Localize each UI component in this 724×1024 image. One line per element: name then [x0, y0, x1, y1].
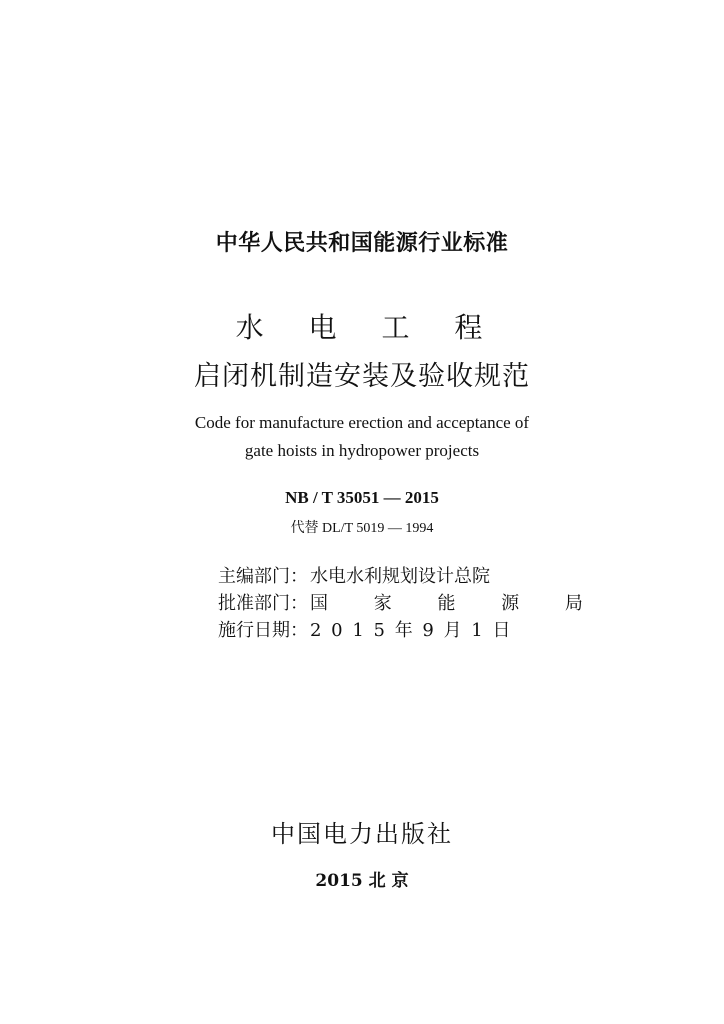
- standard-code: NB / T 35051 — 2015: [285, 488, 439, 507]
- english-title-line-2: gate hoists in hydropower projects: [244, 441, 480, 460]
- publication-year-place: 2015 北 京: [315, 871, 409, 891]
- editor-value: 水电水利规划设计总院: [310, 566, 490, 587]
- info-row-approver: [218, 589, 603, 615]
- editor-label: 主编部门：: [218, 566, 308, 587]
- info-row-editor: [218, 562, 490, 588]
- approver-value: 国 家 能 源 局: [310, 593, 603, 614]
- replaces-standard: 代替 DL/T 5019 — 1994: [290, 521, 434, 536]
- english-title-line-1: Code for manufacture erection and acceptance of: [194, 413, 530, 432]
- info-row-effective-date: [218, 616, 513, 642]
- approver-label: 批准部门：: [218, 593, 308, 614]
- industry-standard-header: 中华人民共和国能源行业标准: [215, 231, 509, 256]
- title-line-2: 启闭机制造安装及验收规范: [194, 361, 530, 392]
- effective-date-value: 2 0 1 5 年 9 月 1 日: [310, 620, 513, 641]
- effective-date-label: 施行日期：: [218, 620, 308, 641]
- publisher-name: 中国电力出版社: [271, 820, 453, 848]
- title-line-1: 水 电 工 程: [235, 311, 501, 344]
